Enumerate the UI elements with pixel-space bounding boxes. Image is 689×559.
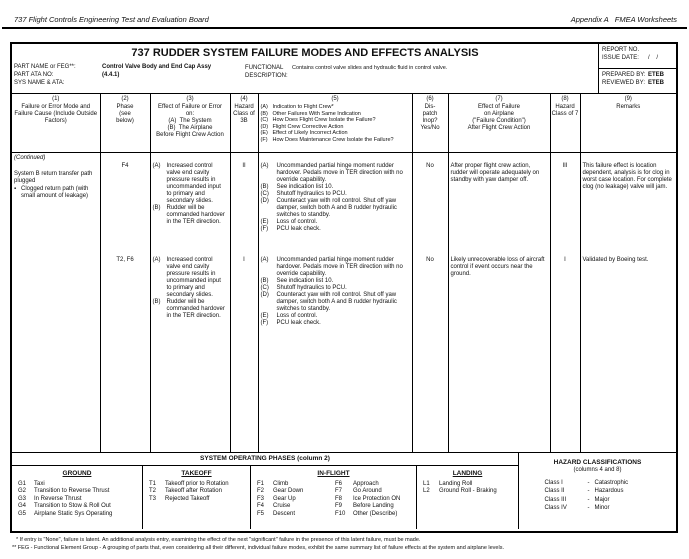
- effect-key: (B): [152, 298, 161, 305]
- part-name-value: Control Valve Body and End Cap Assy: [102, 64, 212, 70]
- col1-title: Failure or Error Mode and Failure Cause (Include Outside Factors): [14, 104, 98, 124]
- phase-label: Gear Down: [273, 488, 304, 494]
- cell-phase: [100, 152, 150, 452]
- hazard-3b-entry-1: II: [242, 162, 246, 169]
- indication-key: (E): [260, 218, 269, 225]
- col4-number: (4): [240, 96, 248, 102]
- part-ata-value: (4.4.1): [102, 72, 120, 78]
- dispatch-entry-1: No: [426, 162, 434, 169]
- indication-text: Shutoff hydraulics to PCU.: [276, 190, 347, 197]
- functional-label-line1: FUNCTIONAL: [245, 65, 284, 71]
- system-operating-phases: [12, 453, 518, 529]
- hazard-class-label: Minor: [594, 505, 610, 511]
- bullet-icon: ▪: [14, 185, 17, 192]
- phase-code: F6: [335, 480, 343, 487]
- title-block: [12, 44, 676, 94]
- col5-item-key: (E): [260, 130, 268, 136]
- hazard-3b-entry-2: I: [243, 256, 245, 263]
- cell-hazard-3b: [230, 152, 258, 452]
- hazard-class-separator: -: [587, 488, 590, 494]
- col-header-4: [230, 94, 258, 152]
- part-ata-label: PART ATA NO:: [14, 72, 54, 78]
- phase-label: Ground Roll - Braking: [439, 488, 497, 494]
- phase-label: Climb: [273, 480, 289, 487]
- col4-title: Hazard Class of 3B: [233, 104, 255, 124]
- phase-label: Landing Roll: [439, 480, 473, 487]
- col5-item-key: (D): [260, 123, 269, 130]
- phase-label: Ice Protection ON: [353, 495, 401, 502]
- prepared-by-value: ETEB: [648, 72, 665, 78]
- col8-title: Hazard Class of 7: [551, 104, 579, 117]
- functional-label-line2: DESCRIPTION:: [245, 73, 288, 79]
- effect-text: Increased control valve end cavity pressure results in uncommanded input to primary and secondary slides.: [166, 256, 221, 298]
- col5-item-text: Indication to Flight Crew*: [272, 104, 334, 110]
- prepared-by-label: PREPARED BY:: [602, 72, 646, 78]
- col7-line: on Airplane: [483, 111, 515, 117]
- hazard-classifications: [518, 453, 676, 529]
- phase-code: F7: [335, 488, 343, 494]
- hazard-subtitle: (columns 4 and 8): [573, 466, 622, 473]
- hazard-class-separator: -: [587, 479, 590, 486]
- indication-text: Counteract yaw with roll control. Shut off yaw damper, switch both A and B rudder hydraulic switches to standby.: [276, 291, 397, 312]
- phase-label: Other (Describe): [353, 510, 398, 517]
- col3-number: (3): [186, 96, 194, 102]
- effect-text: Rudder will be commanded hardover in the TER direction.: [166, 298, 225, 319]
- phase-column-inflight: [250, 466, 416, 529]
- col-header-2: [100, 94, 150, 152]
- col6-line: Yes/No: [420, 125, 440, 131]
- effect-key: (A): [152, 162, 161, 169]
- phase-code: F2: [257, 488, 265, 494]
- fmea-form: [10, 42, 678, 533]
- phase-code: G3: [18, 495, 27, 502]
- col-header-5: [258, 94, 412, 152]
- phase-code: T3: [149, 495, 157, 502]
- phase-code: L1: [423, 480, 430, 487]
- phase-code: F9: [335, 503, 343, 509]
- hazard-class-name: Class II: [544, 488, 565, 494]
- col5-number: (5): [331, 96, 339, 102]
- col-header-7: [448, 94, 550, 152]
- effect-key: (B): [152, 204, 161, 211]
- ground-title: GROUND: [62, 469, 92, 477]
- indication-text: Uncommanded partial hinge moment rudder hardover. Pedals move in TER direction with no override capability.: [276, 256, 403, 277]
- col7-number: (7): [495, 96, 503, 102]
- phase-label: In Reverse Thrust: [34, 495, 82, 502]
- effect-after-entry-2: Likely unrecoverable loss of aircraft control if event occurs near the ground.: [450, 256, 545, 277]
- hazard-class-name: Class III: [544, 496, 567, 503]
- reviewed-by-value: ETEB: [648, 80, 665, 86]
- indication-key: (D): [260, 197, 269, 204]
- cell-dispatch: [412, 152, 448, 452]
- col5-item-key: (F): [260, 136, 268, 143]
- report-box: [598, 44, 676, 93]
- footnote-2: ** FEG - Functional Element Group - A grouping of parts that, even considering all their different, individual failure modes, exhibit the same summary list of failure effects at the system and airplane levels.: [12, 545, 504, 551]
- phase-label: Go Around: [353, 488, 382, 494]
- phase-label: Takeoff after Rotation: [165, 488, 222, 494]
- phase-label: Airplane Static Sys Operating: [34, 510, 113, 517]
- phase-code: G1: [18, 480, 27, 487]
- col7-line: Effect of Failure: [478, 104, 520, 110]
- hazard-class-label: Hazardous: [594, 488, 624, 494]
- page-header-left: 737 Flight Controls Engineering Test and Evaluation Board: [14, 15, 209, 24]
- col3-line: (B) The Airplane: [167, 125, 213, 131]
- phase-code: F4: [257, 503, 265, 509]
- phase-code: G2: [18, 488, 27, 494]
- phase-code: T1: [149, 480, 157, 487]
- col6-line: Inop?: [422, 118, 438, 124]
- col5-criteria-list: [260, 104, 411, 143]
- col8-number: (8): [561, 96, 569, 102]
- phase-column-takeoff: [142, 466, 250, 529]
- indication-text: Loss of control.: [276, 218, 318, 225]
- indication-text: Uncommanded partial hinge moment rudder hardover. Pedals move in TER direction with no override capability.: [276, 162, 403, 183]
- indication-text: PCU leak check.: [276, 319, 321, 326]
- col-header-3: [150, 94, 230, 152]
- hazard-class-label: Major: [594, 496, 610, 503]
- col5-item-key: (A): [260, 104, 268, 110]
- form-title: 737 RUDDER SYSTEM FAILURE MODES AND EFFECTS ANALYSIS: [131, 47, 479, 59]
- cell-effects: [150, 152, 230, 452]
- col6-number: (6): [426, 96, 434, 102]
- col9-title: Remarks: [616, 104, 641, 110]
- indication-key: (F): [260, 319, 269, 326]
- phase-label: Approach: [353, 480, 379, 487]
- dispatch-entry-2: No: [426, 256, 434, 263]
- col3-line: Effect of Failure or Error: [158, 104, 222, 110]
- sys-name-label: SYS NAME & ATA:: [14, 80, 65, 86]
- col5-item-text: Flight Crew Corrective Action: [272, 123, 344, 130]
- phases-banner: SYSTEM OPERATING PHASES (column 2): [12, 453, 518, 466]
- hazard-class-name: Class IV: [544, 505, 567, 511]
- failure-mode-text: System B return transfer path plugged: [14, 170, 93, 184]
- indication-text: PCU leak check.: [276, 225, 321, 232]
- col-header-1: [12, 94, 100, 152]
- col2-title: Phase (see below): [116, 104, 134, 124]
- hazard-7-entry-1: III: [562, 162, 568, 169]
- reviewed-by-label: REVIEWED BY:: [602, 80, 646, 86]
- col9-number: (9): [624, 96, 632, 102]
- effect-key: (A): [152, 256, 161, 263]
- col3-line: (A) The System: [168, 118, 212, 124]
- fmea-table: [12, 94, 676, 453]
- inflight-left-list: [255, 481, 333, 519]
- cell-remarks: [580, 152, 676, 452]
- indication-text: Counteract yaw with roll control. Shut off yaw damper, switch both A and B rudder hydraulic switches to standby.: [276, 197, 397, 218]
- failure-cause-text: Clogged return path (with small amount of leakage): [21, 185, 89, 199]
- landing-title: LANDING: [452, 469, 483, 477]
- col5-item-text: Effect of Likely Incorrect Action: [272, 130, 348, 136]
- page-header-right: Appendix A FMEA Worksheets: [570, 15, 677, 24]
- col5-item-key: (C): [260, 117, 269, 123]
- effect-after-entry-1: After proper flight crew action, rudder will operate adequately on standby with yaw damper off.: [450, 162, 540, 183]
- col5-item-text: How Does Maintenance Crew Isolate the Failure?: [272, 136, 394, 143]
- col-header-8: [550, 94, 580, 152]
- phase-entry-2: T2, F6: [116, 256, 134, 263]
- phase-entry-1: F4: [121, 162, 129, 169]
- functional-description-value: Contains control valve slides and hydraulic fluid in control valve.: [292, 65, 448, 71]
- col7-line: ("Failure Condition"): [472, 118, 526, 124]
- phase-code: F8: [335, 495, 343, 502]
- indication-key: (C): [260, 190, 269, 197]
- phases-section: [12, 453, 676, 529]
- report-box-top: [599, 44, 676, 69]
- cell-failure-mode: [12, 152, 100, 452]
- indication-key: (A): [260, 162, 269, 169]
- col5-item-key: (B): [260, 110, 268, 117]
- indication-text: Loss of control.: [276, 312, 318, 319]
- phase-label: Before Landing: [353, 503, 394, 509]
- issue-date-label: ISSUE DATE:: [602, 55, 639, 61]
- hazard-class-separator: -: [587, 505, 590, 511]
- indication-text: Shutoff hydraulics to PCU.: [276, 284, 347, 291]
- hazard-class-list: [545, 479, 651, 513]
- cell-indications: [258, 152, 412, 452]
- phase-label: Rejected Takeoff: [165, 495, 210, 502]
- indication-key: (C): [260, 284, 269, 291]
- effect-text: Rudder will be commanded hardover in the TER direction.: [166, 204, 225, 225]
- col6-line: patch: [422, 111, 438, 117]
- report-no-label: REPORT NO.: [602, 47, 640, 53]
- phase-column-ground: [12, 466, 142, 529]
- issue-date-value: / /: [648, 55, 659, 61]
- inflight-title: IN-FLIGHT: [317, 469, 350, 477]
- cell-effect-after: [448, 152, 550, 452]
- phase-label: Gear Up: [273, 495, 296, 502]
- indication-key: (B): [260, 277, 269, 284]
- phase-label: Taxi: [34, 480, 45, 487]
- col3-line: on:: [185, 111, 195, 117]
- report-box-bottom: [599, 69, 676, 87]
- phase-code: T2: [149, 488, 157, 494]
- effect-text: Increased control valve end cavity pressure results in uncommanded input to primary and secondary slides.: [166, 162, 221, 204]
- table-body-row: [12, 152, 676, 452]
- header-row: [12, 94, 676, 152]
- remarks-entry-1: This failure effect is location dependent, analysis is for clog in worst case location. For complete clog (no leakage) valve will jam.: [582, 162, 672, 190]
- indication-key: (D): [260, 291, 269, 298]
- indication-text: See indication list 10.: [276, 183, 334, 190]
- hazard-class-separator: -: [587, 496, 590, 503]
- indication-key: (A): [260, 256, 269, 263]
- phase-column-landing: [416, 466, 518, 529]
- phase-code: F10: [335, 510, 346, 517]
- col1-number: (1): [52, 96, 60, 102]
- indication-key: (B): [260, 183, 269, 190]
- takeoff-title: TAKEOFF: [181, 469, 212, 477]
- col5-item-text: How Does Flight Crew Isolate the Failure?: [272, 117, 376, 123]
- phase-code: F5: [257, 510, 265, 517]
- phase-code: G5: [18, 510, 27, 517]
- header-rule: [2, 27, 687, 29]
- col7-line: After Flight Crew Action: [467, 125, 531, 131]
- footnote-1: * If entry is "None", failure is latent. An additional analysis entry, examining the effect of the next "significant" failure in the presence of this latent failure, must be made.: [16, 537, 421, 543]
- inflight-right-list: [333, 481, 415, 519]
- col-header-9: [580, 94, 676, 152]
- indication-text: See indication list 10.: [276, 277, 334, 284]
- phase-code: L2: [423, 488, 430, 494]
- col5-item-text: Other Failures With Same Indication: [272, 110, 361, 117]
- phase-label: Transition to Stow & Roll Out: [34, 503, 111, 509]
- indication-key: (F): [260, 225, 269, 232]
- phase-label: Descent: [273, 510, 296, 517]
- indication-key: (E): [260, 312, 269, 319]
- col-header-6: [412, 94, 448, 152]
- phase-label: Takeoff prior to Rotation: [165, 480, 229, 487]
- hazard-class-label: Catastrophic: [594, 479, 629, 486]
- phase-label: Transition to Reverse Thrust: [34, 488, 110, 494]
- remarks-entry-2: Validated by Boeing test.: [582, 256, 649, 263]
- hazard-class-name: Class I: [544, 479, 563, 486]
- phase-code: F3: [257, 495, 265, 502]
- part-name-label: PART NAME or FEG**:: [14, 64, 76, 70]
- col3-line: Before Flight Crew Action: [156, 132, 224, 138]
- hazard-7-entry-2: I: [564, 256, 566, 263]
- hazard-title: HAZARD CLASSIFICATIONS: [553, 458, 642, 466]
- col2-number: (2): [121, 96, 129, 102]
- col6-line: Dis-: [424, 104, 436, 110]
- phase-code: G4: [18, 503, 27, 509]
- phase-label: Cruise: [273, 503, 291, 509]
- continued-note: (Continued): [14, 154, 46, 161]
- cell-hazard-7: [550, 152, 580, 452]
- phase-code: F1: [257, 480, 265, 487]
